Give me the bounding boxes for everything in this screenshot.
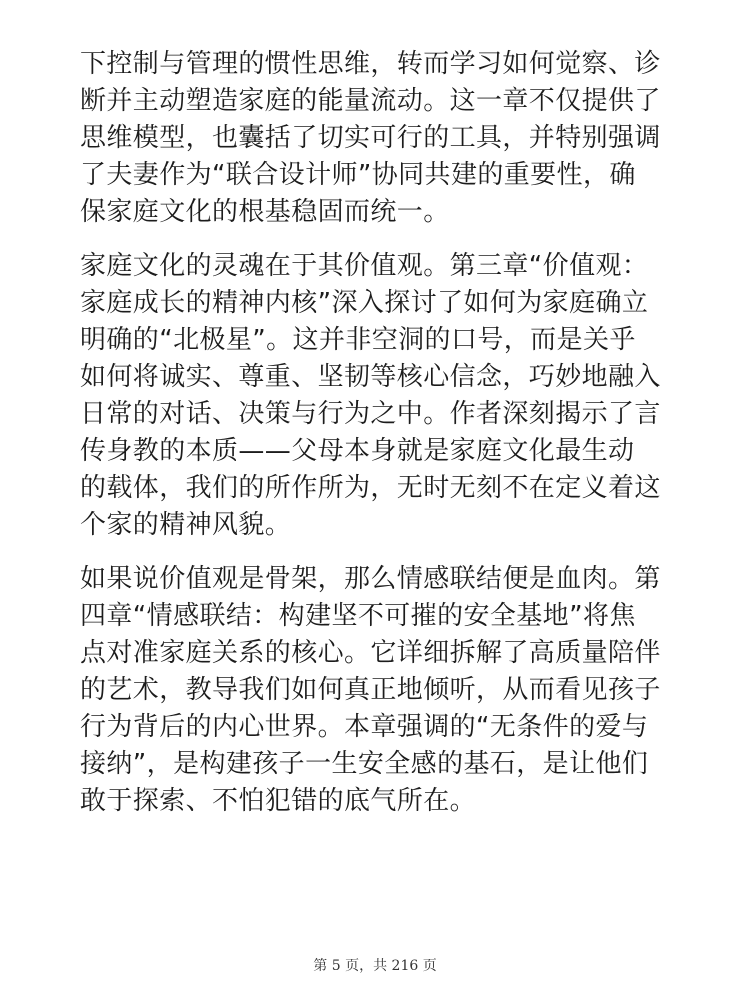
text-line: 了夫妻作为“联合设计师”协同共建的重要性，确 [80, 160, 636, 190]
text-line: 思维模型，也囊括了切实可行的工具，并特别强调 [80, 123, 661, 153]
text-line: 下控制与管理的惯性思维，转而学习如何觉察、诊 [80, 49, 661, 79]
text-line: 明确的“北极星”。这并非空洞的口号，而是关乎 [80, 325, 636, 355]
paragraph-1 [80, 46, 680, 231]
text-line: 家庭成长的精神内核”深入探讨了如何为家庭确立 [80, 288, 649, 318]
text-line: 日常的对话、决策与行为之中。作者深刻揭示了言 [80, 399, 661, 429]
text-line: 如果说价值观是骨架，那么情感联结便是血肉。第 [80, 564, 661, 594]
text-line: 四章“情感联结：构建坚不可摧的安全基地”将焦 [80, 601, 636, 631]
text-line: 点对准家庭关系的核心。它详细拆解了高质量陪伴 [80, 638, 661, 668]
text-line: 保家庭文化的根基稳固而统一。 [80, 197, 450, 227]
text-line: 断并主动塑造家庭的能量流动。这一章不仅提供了 [80, 86, 661, 116]
text-line: 家庭文化的灵魂在于其价值观。第三章“价值观： [80, 251, 649, 281]
paragraph-2 [80, 248, 680, 544]
text-line: 传身教的本质——父母本身就是家庭文化最生动 [80, 436, 635, 466]
text-line: 的艺术，教导我们如何真正地倾听，从而看见孩子 [80, 675, 661, 705]
page-number: 第 5 页，共 216 页 [313, 958, 437, 974]
text-line: 个家的精神风貌。 [80, 510, 292, 540]
text-line: 的载体，我们的所作所为，无时无刻不在定义着这 [80, 473, 661, 503]
text-line: 行为背后的内心世界。本章强调的“无条件的爱与 [80, 712, 649, 742]
text-line: 接纳”，是构建孩子一生安全感的基石，是让他们 [80, 749, 649, 779]
document-body [80, 46, 680, 837]
text-line: 如何将诚实、尊重、坚韧等核心信念，巧妙地融入 [80, 362, 661, 392]
text-line: 敢于探索、不怕犯错的底气所在。 [80, 786, 477, 816]
paragraph-3 [80, 561, 680, 820]
